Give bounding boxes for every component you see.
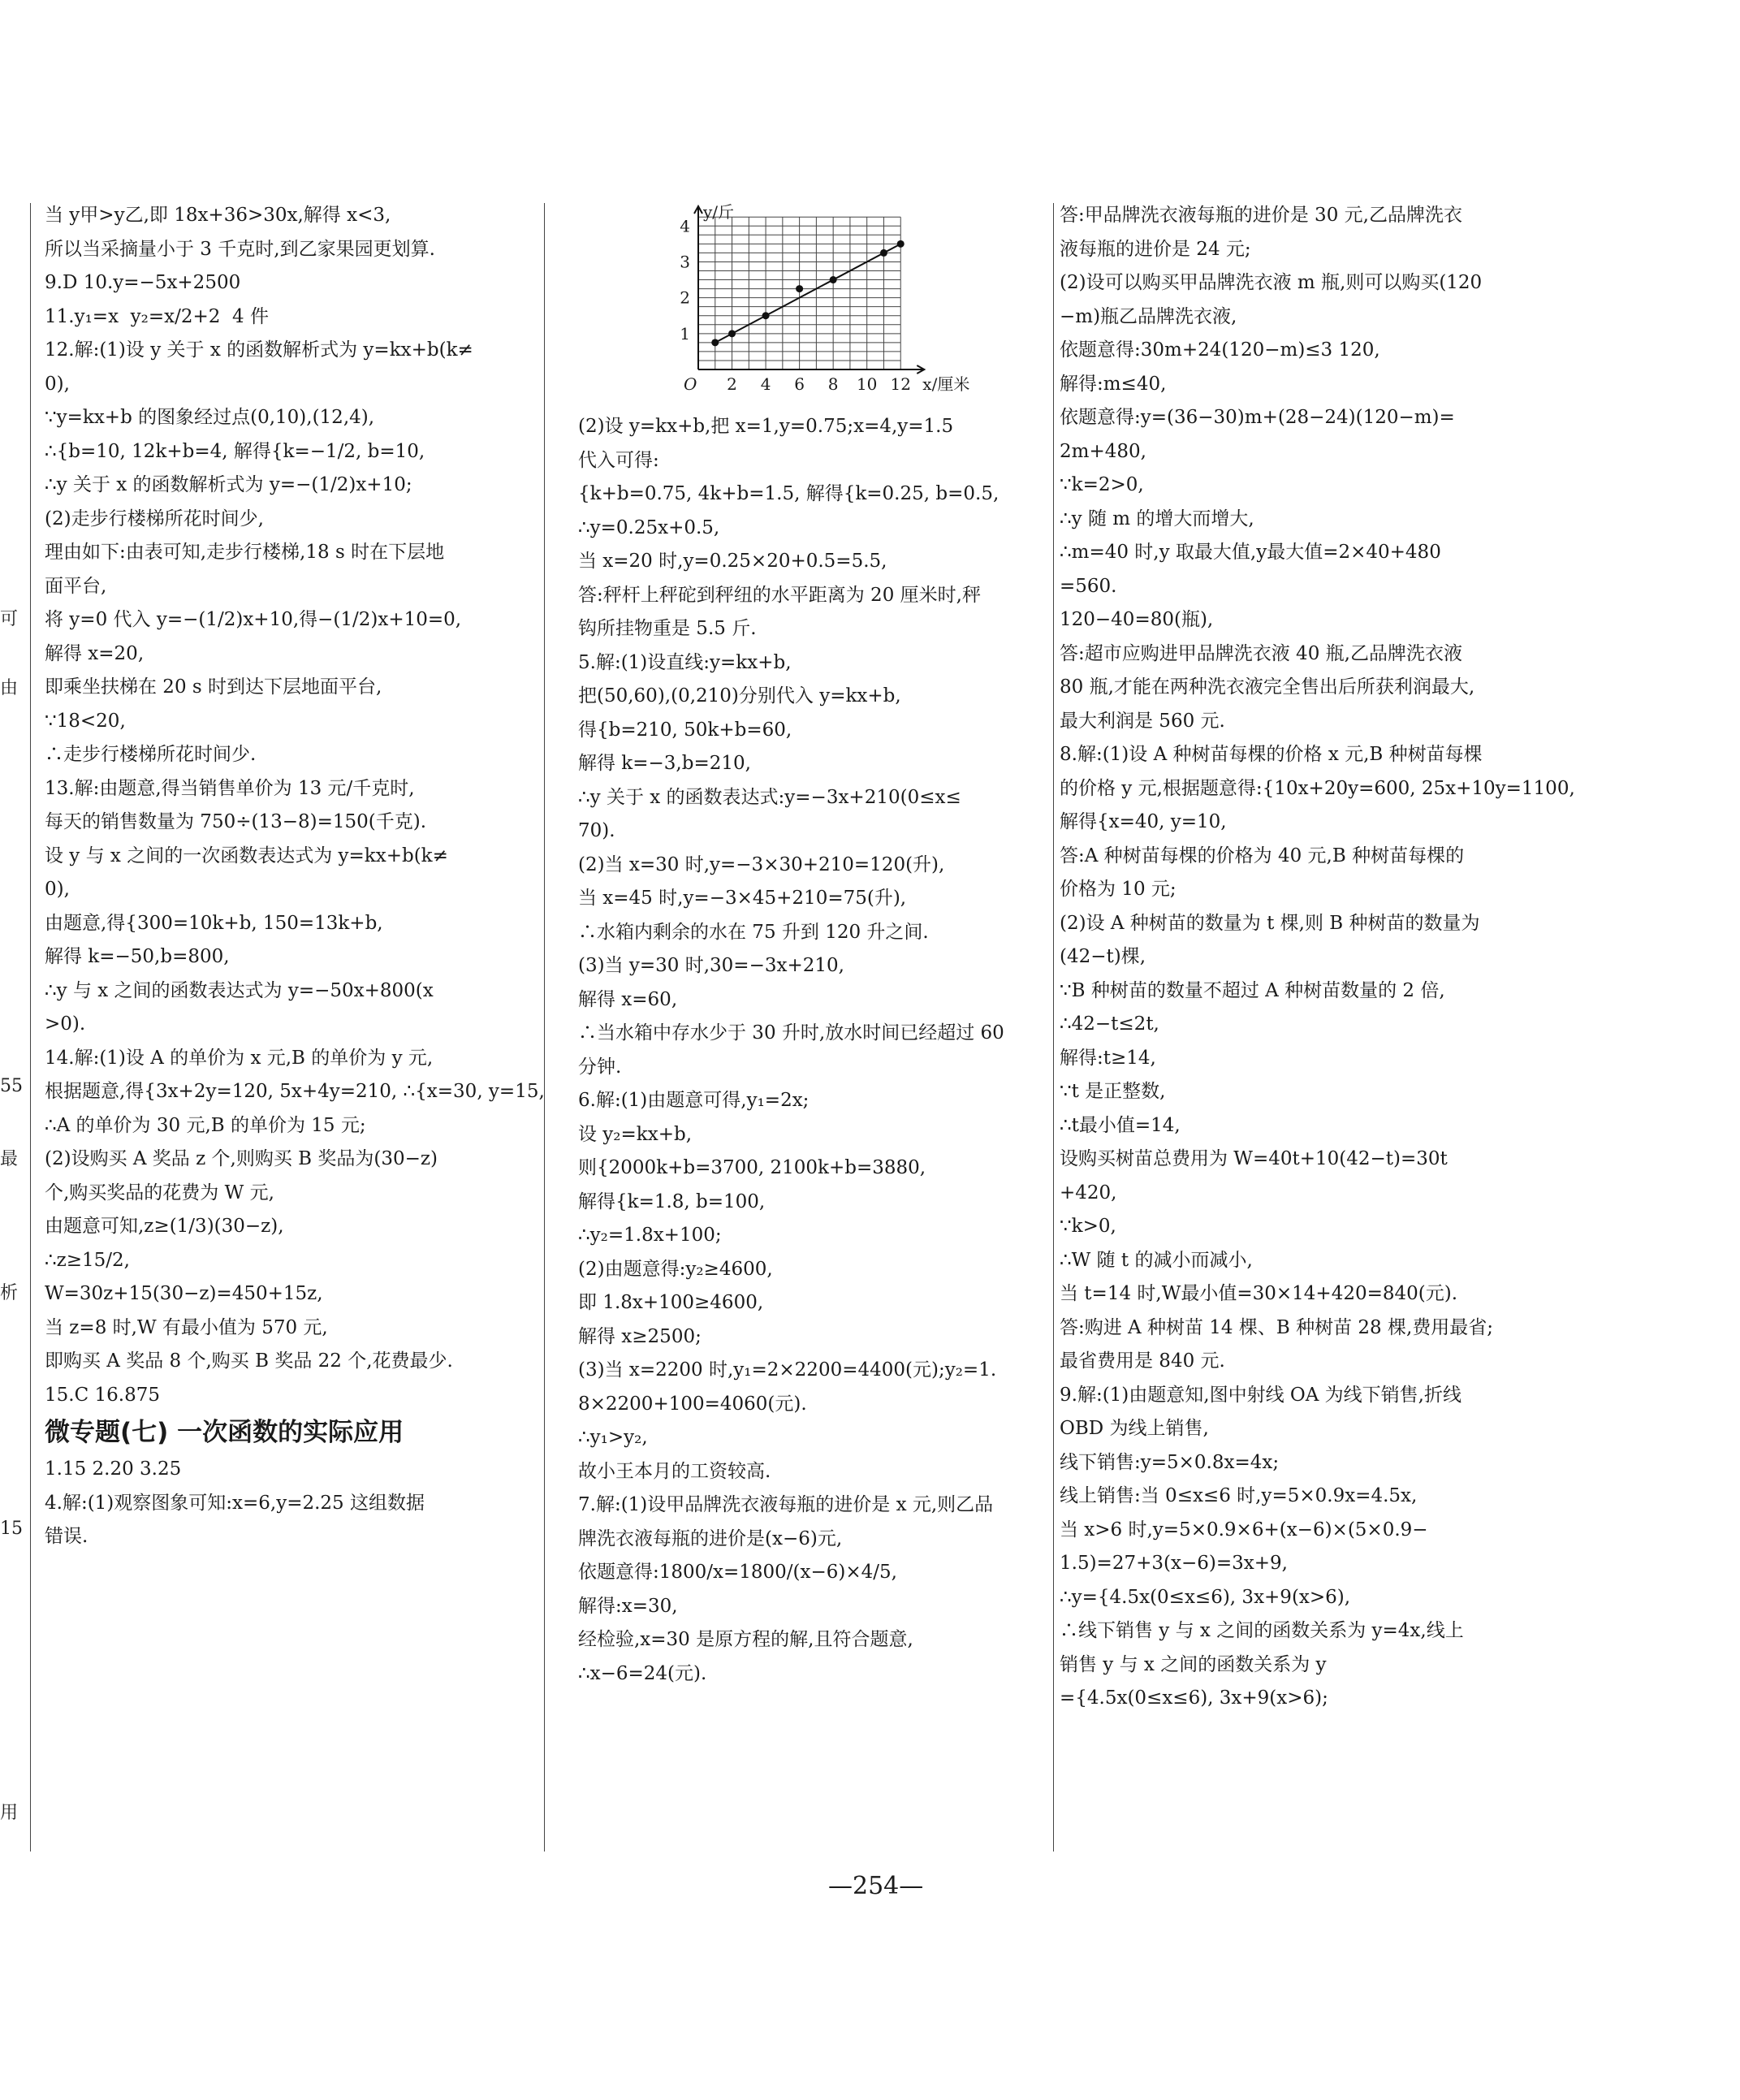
text-line: 7.解:(1)设甲品牌洗衣液每瓶的进价是 x 元,则乙品 xyxy=(578,1494,994,1515)
text-line: 解得:x=30, xyxy=(578,1595,678,1617)
text-line: 解得 x≥2500; xyxy=(578,1325,702,1347)
text-line: 依题意得:1800/x=1800/(x−6)×4/5, xyxy=(578,1562,897,1583)
text-line: (3)当 x=2200 时,y₁=2×2200=4400(元);y₂=1. xyxy=(578,1359,997,1381)
text-line: 9.D 10.y=−5x+2500 xyxy=(45,272,241,293)
column-divider xyxy=(1053,203,1054,1852)
fit-line xyxy=(715,244,900,343)
column-divider xyxy=(544,203,545,1852)
text-line: 即购买 A 奖品 8 个,购买 B 奖品 22 个,花费最少. xyxy=(45,1350,453,1372)
margin-fragment: 15 xyxy=(0,1519,23,1539)
text-line: ∵t 是正整数, xyxy=(1060,1081,1166,1102)
text-line: 0), xyxy=(45,373,70,395)
text-line: 8×2200+100=4060(元). xyxy=(578,1393,807,1415)
text-line: ∴y 关于 x 的函数表达式:y=−3x+210(0≤x≤ xyxy=(578,786,961,808)
text-line: ∴W 随 t 的减小而减小, xyxy=(1060,1249,1253,1271)
data-point xyxy=(796,285,803,292)
data-point xyxy=(830,276,837,283)
text-line: 销售 y 与 x 之间的函数关系为 y xyxy=(1060,1653,1327,1675)
text-line: 个,购买奖品的花费为 W 元, xyxy=(45,1182,274,1203)
text-line: ∴y 与 x 之间的函数表达式为 y=−50x+800(x xyxy=(45,979,434,1001)
text-line: 当 x=45 时,y=−3×45+210=75(升), xyxy=(578,888,907,909)
text-line: 设 y₂=kx+b, xyxy=(578,1123,693,1145)
text-line: ∴42−t≤2t, xyxy=(1060,1013,1159,1035)
chart-grid xyxy=(698,217,900,369)
text-line: 设 y 与 x 之间的一次函数表达式为 y=kx+b(k≠ xyxy=(45,845,448,866)
text-line: 由题意,得{300=10k+b, 150=13k+b, xyxy=(45,912,383,934)
text-line: 代入可得: xyxy=(578,449,659,471)
text-line: 面平台, xyxy=(45,575,107,597)
margin-fragment: 由 xyxy=(0,678,19,698)
text-line: 依题意得:y=(36−30)m+(28−24)(120−m)= xyxy=(1060,407,1455,428)
text-line: ∴z≥15/2, xyxy=(45,1249,130,1271)
text-line: 当 z=8 时,W 有最小值为 570 元, xyxy=(45,1316,328,1338)
data-point xyxy=(711,339,719,346)
section-heading: 微专题(七) 一次函数的实际应用 xyxy=(45,1418,404,1447)
data-point xyxy=(728,330,736,337)
text-line: ∴m=40 时,y 取最大值,y最大值=2×40+480 xyxy=(1060,542,1441,563)
text-line: 解得:m≤40, xyxy=(1060,373,1167,395)
text-line: 分钟. xyxy=(578,1056,622,1078)
text-line: 得{b=210, 50k+b=60, xyxy=(578,719,792,741)
text-line: 解得 x=20, xyxy=(45,642,145,664)
text-line: 故小王本月的工资较高. xyxy=(578,1460,771,1482)
text-line: 设购买树苗总费用为 W=40t+10(42−t)=30t xyxy=(1060,1148,1448,1169)
text-line: ∵18<20, xyxy=(45,710,126,732)
chart-marks xyxy=(711,240,904,347)
x-tick-label: 8 xyxy=(827,374,839,394)
text-line: ∴t最小值=14, xyxy=(1060,1114,1181,1136)
text-line: OBD 为线上销售, xyxy=(1060,1418,1209,1439)
data-point xyxy=(880,249,887,257)
text-line: ∵k=2>0, xyxy=(1060,474,1144,495)
text-line: =560. xyxy=(1060,575,1117,597)
y-axis-label: y/斤 xyxy=(703,201,735,222)
text-line: 依题意得:30m+24(120−m)≤3 120, xyxy=(1060,339,1380,361)
text-line: 当 t=14 时,W最小值=30×14+420=840(元). xyxy=(1060,1283,1458,1304)
column-divider xyxy=(30,203,31,1852)
text-line: ∵y=kx+b 的图象经过点(0,10),(12,4), xyxy=(45,407,375,428)
x-tick-label: 6 xyxy=(794,374,805,394)
text-line: ∴y₁>y₂, xyxy=(578,1427,648,1448)
text-line: ∴当水箱中存水少于 30 升时,放水时间已经超过 60 xyxy=(578,1022,1004,1044)
text-line: 答:甲品牌洗衣液每瓶的进价是 30 元,乙品牌洗衣 xyxy=(1060,205,1462,226)
text-line: 最省费用是 840 元. xyxy=(1060,1350,1225,1372)
y-tick-label: 1 xyxy=(680,323,690,344)
text-line: ∴线下销售 y 与 x 之间的函数关系为 y=4x,线上 xyxy=(1060,1620,1464,1641)
text-line: 11.y₁=x y₂=x/2+2 4 件 xyxy=(45,305,269,327)
text-line: (42−t)棵, xyxy=(1060,946,1146,967)
margin-fragment: 用 xyxy=(0,1803,19,1823)
margin-fragment: 可 xyxy=(0,609,19,629)
text-line: 5.解:(1)设直线:y=kx+b, xyxy=(578,651,792,673)
text-line: 4.解:(1)观察图象可知:x=6,y=2.25 这组数据 xyxy=(45,1492,425,1514)
text-line: 解得{k=1.8, b=100, xyxy=(578,1190,766,1212)
text-line: 80 瓶,才能在两种洗衣液完全售出后所获利润最大, xyxy=(1060,676,1475,698)
margin-fragment: 最 xyxy=(0,1149,19,1169)
margin-fragment: 析 xyxy=(0,1283,19,1303)
text-line: 1.5)=27+3(x−6)=3x+9, xyxy=(1060,1553,1288,1574)
text-line: 答:超市应购进甲品牌洗衣液 40 瓶,乙品牌洗衣液 xyxy=(1060,642,1462,664)
text-line: (2)设 y=kx+b,把 x=1,y=0.75;x=4,y=1.5 xyxy=(578,416,954,437)
text-line: (2)当 x=30 时,y=−3×30+210=120(升), xyxy=(578,853,945,875)
text-line: 9.解:(1)由题意知,图中射线 OA 为线下销售,折线 xyxy=(1060,1384,1462,1406)
text-line: (2)设购买 A 奖品 z 个,则购买 B 奖品为(30−z) xyxy=(45,1148,438,1169)
x-axis-label: x/厘米 xyxy=(922,374,970,394)
page-number: —254— xyxy=(828,1872,924,1900)
text-line: (2)设可以购买甲品牌洗衣液 m 瓶,则可以购买(120 xyxy=(1060,272,1483,293)
text-line: 解得{x=40, y=10, xyxy=(1060,811,1227,832)
text-line: (2)设 A 种树苗的数量为 t 棵,则 B 种树苗的数量为 xyxy=(1060,912,1480,934)
text-line: 根据题意,得{3x+2y=120, 5x+4y=210, ∴{x=30, y=15, xyxy=(45,1081,545,1102)
middle-column xyxy=(578,410,1045,1691)
right-column xyxy=(1060,199,1575,1716)
text-line: 120−40=80(瓶), xyxy=(1060,609,1214,630)
text-line: 答:秤杆上秤砣到秤纽的水平距离为 20 厘米时,秤 xyxy=(578,584,981,606)
text-line: 解得 k=−50,b=800, xyxy=(45,946,230,967)
text-line: 价格为 10 元; xyxy=(1060,879,1177,900)
text-line: ∴{b=10, 12k+b=4, 解得{k=−1/2, b=10, xyxy=(45,440,425,462)
text-line: 解得:t≥14, xyxy=(1060,1047,1156,1069)
text-line: 线上销售:当 0≤x≤6 时,y=5×0.9x=4.5x, xyxy=(1060,1485,1418,1506)
text-line: 每天的销售数量为 750÷(13−8)=150(千克). xyxy=(45,811,427,832)
text-line: 错误. xyxy=(45,1526,89,1547)
text-line: (3)当 y=30 时,30=−3x+210, xyxy=(578,955,844,976)
text-line: ∴x−6=24(元). xyxy=(578,1662,707,1684)
text-line: 答:购进 A 种树苗 14 棵、B 种树苗 28 棵,费用最省; xyxy=(1060,1316,1494,1338)
text-line: W=30z+15(30−z)=450+15z, xyxy=(45,1283,323,1304)
text-line: 所以当采摘量小于 3 千克时,到乙家果园更划算. xyxy=(45,238,435,260)
text-line: 将 y=0 代入 y=−(1/2)x+10,得−(1/2)x+10=0, xyxy=(45,609,462,630)
text-line: 最大利润是 560 元. xyxy=(1060,710,1225,732)
text-line: 13.解:由题意,得当销售单价为 13 元/千克时, xyxy=(45,777,415,799)
text-line: 当 x>6 时,y=5×0.9×6+(x−6)×(5×0.9− xyxy=(1060,1519,1428,1540)
text-line: 的价格 y 元,根据题意得:{10x+20y=600, 25x+10y=1100, xyxy=(1060,777,1575,799)
text-line: ∴y 随 m 的增大而增大, xyxy=(1060,508,1254,529)
text-line: 解得 k=−3,b=210, xyxy=(578,753,751,774)
text-line: ∴y=0.25x+0.5, xyxy=(578,516,720,538)
x-tick-label: 4 xyxy=(760,374,771,394)
text-line: 答:A 种树苗每棵的价格为 40 元,B 种树苗每棵的 xyxy=(1060,845,1465,866)
y-tick-label: 4 xyxy=(680,216,690,236)
text-line: +420, xyxy=(1060,1182,1117,1203)
text-line: 1.15 2.20 3.25 xyxy=(45,1458,182,1480)
text-line: (2)由题意得:y₂≥4600, xyxy=(578,1258,773,1280)
text-line: 由题意可知,z≥(1/3)(30−z), xyxy=(45,1216,284,1237)
data-point xyxy=(897,240,905,248)
data-point xyxy=(762,312,770,319)
y-tick-label: 3 xyxy=(680,252,690,272)
text-line: −m)瓶乙品牌洗衣液, xyxy=(1060,305,1237,327)
text-line: ∵B 种树苗的数量不超过 A 种树苗数量的 2 倍, xyxy=(1060,979,1445,1001)
text-line: 当 y甲>y乙,即 18x+36>30x,解得 x<3, xyxy=(45,205,391,226)
text-line: (2)走步行楼梯所花时间少, xyxy=(45,508,264,529)
text-line: 2m+480, xyxy=(1060,440,1146,462)
left-column xyxy=(45,199,545,1554)
text-line: ∴走步行楼梯所花时间少. xyxy=(45,744,257,765)
text-line: 则{2000k+b=3700, 2100k+b=3880, xyxy=(578,1157,926,1178)
text-line: 即乘坐扶梯在 20 s 时到达下层地面平台, xyxy=(45,676,382,698)
text-line: ={4.5x(0≤x≤6), 3x+9(x>6); xyxy=(1060,1687,1328,1709)
text-line: {k+b=0.75, 4k+b=1.5, 解得{k=0.25, b=0.5, xyxy=(578,483,1000,504)
y-tick-label: 2 xyxy=(680,287,690,308)
text-line: 线下销售:y=5×0.8x=4x; xyxy=(1060,1451,1280,1473)
x-tick-label: 10 xyxy=(856,374,878,394)
weight-distance-chart xyxy=(666,201,970,398)
text-line: 牌洗衣液每瓶的进价是(x−6)元, xyxy=(578,1527,843,1549)
text-line: 解得 x=60, xyxy=(578,988,678,1010)
text-line: 经检验,x=30 是原方程的解,且符合题意, xyxy=(578,1629,913,1650)
text-line: 钩所挂物重是 5.5 斤. xyxy=(578,618,757,639)
text-line: 12.解:(1)设 y 关于 x 的函数解析式为 y=kx+b(k≠ xyxy=(45,339,473,361)
text-line: 14.解:(1)设 A 的单价为 x 元,B 的单价为 y 元, xyxy=(45,1047,434,1069)
text-line: ∴y₂=1.8x+100; xyxy=(578,1225,722,1246)
text-line: ∴y 关于 x 的函数解析式为 y=−(1/2)x+10; xyxy=(45,474,412,495)
text-line: 即 1.8x+100≥4600, xyxy=(578,1292,764,1313)
x-tick-label: 2 xyxy=(727,374,737,394)
text-line: >0). xyxy=(45,1013,86,1035)
text-line: 8.解:(1)设 A 种树苗每棵的价格 x 元,B 种树苗每棵 xyxy=(1060,744,1483,765)
text-line: 当 x=20 时,y=0.25×20+0.5=5.5, xyxy=(578,551,887,572)
text-line: 70). xyxy=(578,820,615,841)
text-line: ∴水箱内剩余的水在 75 升到 120 升之间. xyxy=(578,921,929,943)
text-line: 0), xyxy=(45,879,70,900)
text-line: ∵k>0, xyxy=(1060,1216,1116,1237)
origin-label: O xyxy=(684,374,697,394)
margin-fragment: 55 xyxy=(0,1076,23,1096)
text-line: 15.C 16.875 xyxy=(45,1384,160,1406)
text-line: ∴A 的单价为 30 元,B 的单价为 15 元; xyxy=(45,1114,366,1136)
text-line: ∴y={4.5x(0≤x≤6), 3x+9(x>6), xyxy=(1060,1586,1351,1608)
text-line: 把(50,60),(0,210)分别代入 y=kx+b, xyxy=(578,685,901,706)
text-line: 液每瓶的进价是 24 元; xyxy=(1060,238,1251,260)
text-line: 理由如下:由表可知,走步行楼梯,18 s 时在下层地 xyxy=(45,542,445,563)
x-tick-label: 12 xyxy=(890,374,911,394)
text-line: 6.解:(1)由题意可得,y₁=2x; xyxy=(578,1090,810,1111)
